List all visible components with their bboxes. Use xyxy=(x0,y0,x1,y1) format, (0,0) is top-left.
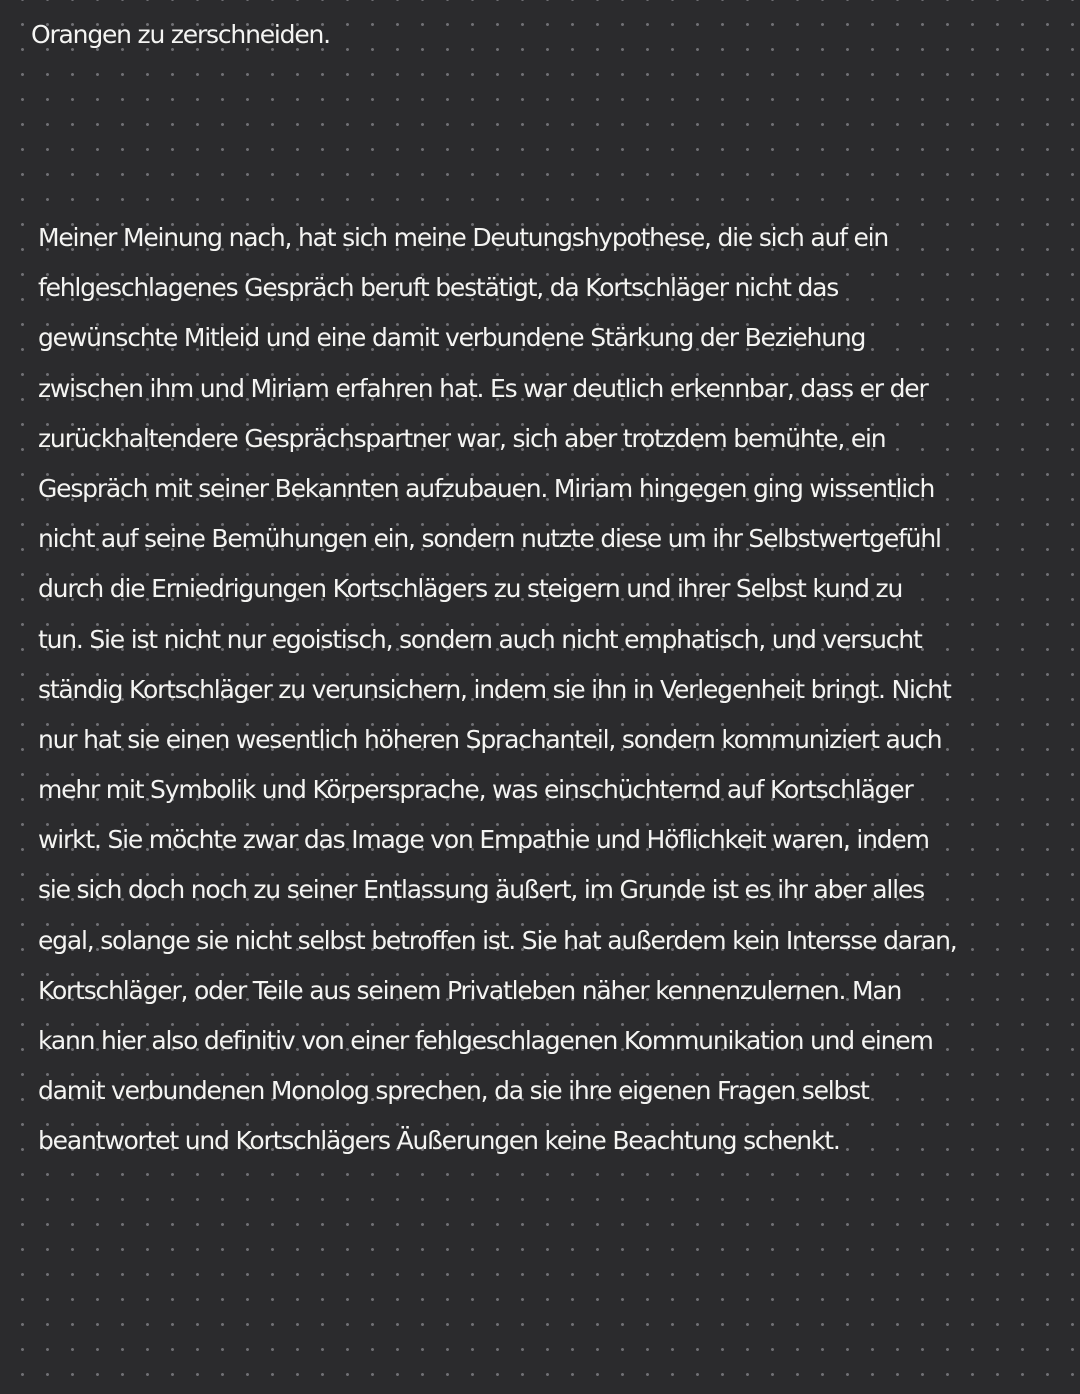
paragraph-line: mehr mit Symbolik und Körpersprache, was einschüchternd auf Kortschläger xyxy=(38,775,913,805)
paragraph-line: damit verbundenen Monolog sprechen, da sie ihre eigenen Fragen selbst xyxy=(38,1076,869,1106)
paragraph-line: Meiner Meinung nach, hat sich meine Deutungshypothese, die sich auf ein xyxy=(38,223,889,252)
paragraph-line: sie sich doch noch zu seiner Entlassung äußert, im Grunde ist es ihr aber alles xyxy=(38,875,924,905)
paragraph-line: wirkt. Sie möchte zwar das Image von Empathie und Höflichkeit waren, indem xyxy=(38,825,929,855)
paragraph xyxy=(38,220,1038,1174)
paragraph-line: nur hat sie einen wesentlich höheren Sprachanteil, sondern kommuniziert auch xyxy=(38,724,942,754)
paragraph-line: ständig Kortschläger zu verunsichern, indem sie ihn in Verlegenheit bringt. Nicht xyxy=(38,674,951,704)
previous-text-fragment: Orangen zu zerschneiden. xyxy=(31,20,330,49)
paragraph-line: tun. Sie ist nicht nur egoistisch, sondern auch nicht emphatisch, und versucht xyxy=(38,624,922,654)
paragraph-line: zwischen ihm und Miriam erfahren hat. Es war deutlich erkennbar, dass er der xyxy=(38,373,928,403)
paragraph-line: Kortschläger, oder Teile aus seinem Privatleben näher kennenzulernen. Man xyxy=(38,975,902,1005)
paragraph-line: kann hier also definitiv von einer fehlgeschlagenen Kommunikation und einem xyxy=(38,1026,933,1055)
paragraph-line: durch die Erniedrigungen Kortschlägers zu steigern und ihrer Selbst kund zu xyxy=(38,574,903,604)
paragraph-line: zurückhaltendere Gesprächspartner war, sich aber trotzdem bemühte, ein xyxy=(38,423,886,453)
paragraph-line: fehlgeschlagenes Gespräch beruft bestätigt, da Kortschläger nicht das xyxy=(38,273,839,303)
paragraph-line: beantwortet und Kortschlägers Äußerungen keine Beachtung schenkt. xyxy=(38,1126,840,1156)
paragraph-line: nicht auf seine Bemühungen ein, sondern nutzte diese um ihr Selbstwertgefühl xyxy=(38,524,941,554)
paragraph-line: egal, solange sie nicht selbst betroffen ist. Sie hat außerdem kein Intersse daran, xyxy=(38,925,957,955)
paragraph-line: gewünschte Mitleid und eine damit verbundene Stärkung der Beziehung xyxy=(38,323,866,353)
paragraph-line: Gespräch mit seiner Bekannten aufzubauen. Miriam hingegen ging wissentlich xyxy=(38,473,935,503)
